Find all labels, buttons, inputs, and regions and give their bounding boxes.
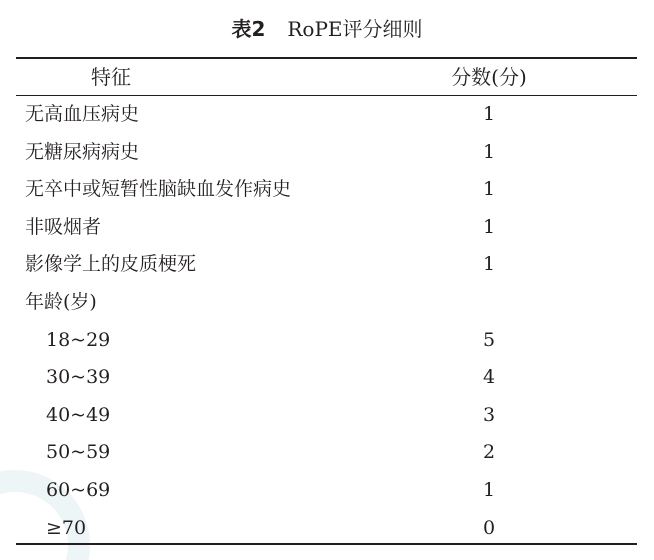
row-feature: 年龄(岁) xyxy=(25,290,97,313)
table-row xyxy=(16,134,637,172)
row-score: 1 xyxy=(482,178,496,201)
row-score: 0 xyxy=(482,516,496,539)
table-caption xyxy=(0,14,654,44)
table-row xyxy=(16,171,637,209)
header-score: 分数(分) xyxy=(451,65,527,89)
row-feature: 50~59 xyxy=(46,441,111,464)
table-header-row xyxy=(16,60,637,94)
table-body xyxy=(16,96,637,547)
table-row xyxy=(16,397,637,435)
table-row xyxy=(16,434,637,472)
row-score: 3 xyxy=(482,403,496,426)
table-bottom-rule xyxy=(16,543,637,545)
row-score: 1 xyxy=(482,478,496,501)
table-row xyxy=(16,472,637,510)
table-row-age-group xyxy=(16,284,637,322)
table-row xyxy=(16,322,637,360)
row-score: 1 xyxy=(482,215,496,238)
row-feature: ≥70 xyxy=(46,516,87,539)
row-score: 1 xyxy=(482,140,496,163)
row-score: 4 xyxy=(482,366,496,389)
row-feature: 60~69 xyxy=(46,478,111,501)
row-feature: 无卒中或短暂性脑缺血发作病史 xyxy=(25,178,292,201)
table-row xyxy=(16,246,637,284)
table-row xyxy=(16,96,637,134)
table-row xyxy=(16,359,637,397)
table-row xyxy=(16,209,637,247)
row-feature: 30~39 xyxy=(46,366,111,389)
row-score: 5 xyxy=(482,328,496,351)
row-feature: 无糖尿病病史 xyxy=(25,140,140,163)
table-row xyxy=(16,510,637,548)
table-title: RoPE评分细则 xyxy=(287,17,423,41)
row-feature: 非吸烟者 xyxy=(25,215,102,238)
table-top-rule xyxy=(16,57,637,59)
header-feature: 特征 xyxy=(91,65,131,89)
row-score: 2 xyxy=(482,441,496,464)
table-number: 表2 xyxy=(231,17,266,41)
row-feature: 无高血压病史 xyxy=(25,103,140,125)
row-score: 1 xyxy=(482,253,496,276)
row-feature: 18~29 xyxy=(46,328,111,351)
row-feature: 影像学上的皮质梗死 xyxy=(25,253,197,276)
row-score: 1 xyxy=(482,103,496,125)
row-feature: 40~49 xyxy=(46,403,111,426)
